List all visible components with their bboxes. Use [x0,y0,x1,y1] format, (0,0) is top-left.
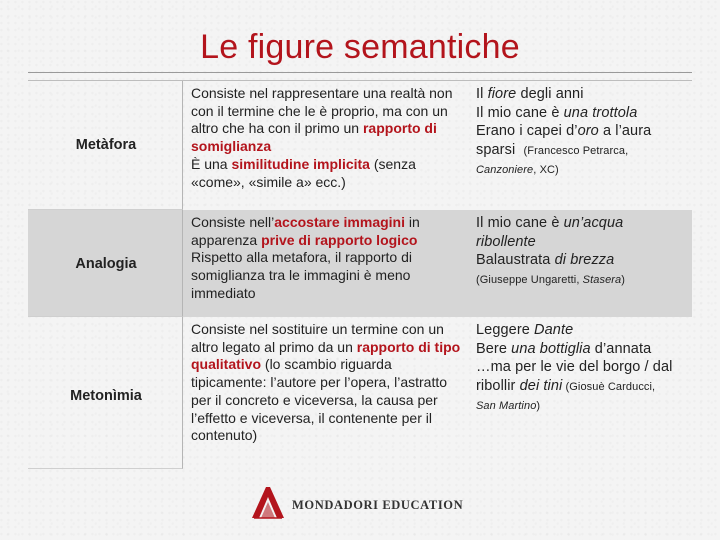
publisher-name: MONDADORI EDUCATION [292,497,464,512]
definition-metonimia: Consiste nel sostituire un termine con un altro legato al primo da un rapporto di tipo qualitativo (lo scambio riguarda tipicamente: l’autore per l’opera, l’astratto per il concreto e viceversa, la causa per l’effetto e viceversa, il contenente per il contenuto) [191,321,461,444]
table-row-analogia [28,210,692,317]
term-analogia: Analogia [28,210,183,317]
figures-table [28,80,692,469]
table-row-metonimia [28,317,692,469]
definition-metafora: Consiste nel rappresentare una realtà non con il termine che le è proprio, ma con un altro che ha con il primo un rapporto di somiglianza È una similitudine implicita (senza «come», «simile a» ecc.) [191,85,453,190]
mondadori-logo-icon [250,484,286,520]
examples-analogia: Il mio cane è un’acqua ribollente Balaustrata di brezza (Giuseppe Ungaretti, Stasera) [471,210,692,317]
examples-metafora: Il fiore degli anni Il mio cane è una trottola Erano i capei d’oro a l’aura sparsi (Francesco Petrarca, Canzoniere, XC) [476,86,652,176]
examples-metonimia: Leggere Dante Bere una bottiglia d’annata …ma per le vie del borgo / dal ribollir dei tini (Giosuè Carducci, San Martino) [476,322,673,412]
term-metonimia: Metonìmia [28,317,183,469]
publisher-logo [250,482,480,522]
term-metafora: Metàfora [28,81,183,210]
definition-analogia: Consiste nell’accostare immagini in apparenza prive di rapporto logico Rispetto alla metafora, il rapporto di somiglianza tra le immagini è meno immediato [183,210,471,317]
table-row-metafora [28,81,692,210]
title-divider [28,72,692,73]
slide-title: Le figure semantiche [200,28,520,66]
